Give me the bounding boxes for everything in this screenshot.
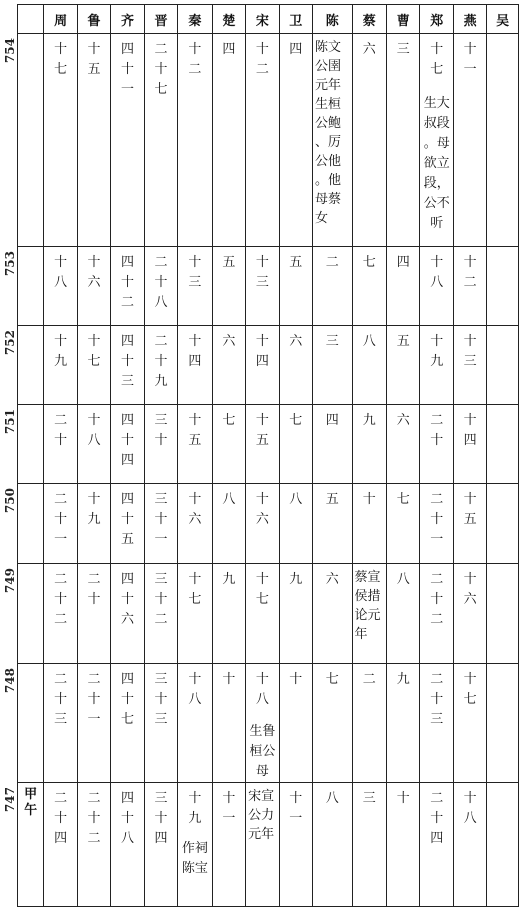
cell-chu: 九 — [212, 564, 245, 664]
cell-chen: 六 — [313, 564, 353, 664]
header-chen: 陈 — [313, 5, 353, 34]
cell-zhou: 二 十 一 — [44, 484, 77, 564]
cell-zhou: 二 十 二 — [44, 564, 77, 664]
ganzhi-cell — [3, 326, 44, 405]
cell-song: 宋宣 公力 元年 — [246, 783, 279, 907]
cell-wu — [487, 405, 519, 484]
cell-cai: 三 — [352, 783, 386, 907]
cell-yan: 十 二 — [453, 247, 486, 326]
cell-zheng: 二 十 — [420, 405, 453, 484]
cell-zhou: 十 八 — [44, 247, 77, 326]
cell-qin: 十 四 — [178, 326, 212, 405]
cell-cao: 五 — [387, 326, 420, 405]
cell-chu: 六 — [212, 326, 245, 405]
cell-song: 十 八 生鲁 桓公 母 — [246, 664, 279, 783]
cell-wu — [487, 247, 519, 326]
cell-zheng: 二 十 二 — [420, 564, 453, 664]
cell-jin: 三 十 一 — [144, 484, 177, 564]
year-label: 753 — [3, 251, 17, 277]
cell-yan: 十 六 — [453, 564, 486, 664]
ganzhi-cell: 747 甲 午 — [18, 783, 44, 907]
ganzhi-cell — [3, 405, 44, 484]
year-label: 748 — [3, 668, 17, 694]
cell-song: 十 六 — [246, 484, 279, 564]
cell-cai: 十 — [352, 484, 386, 564]
cell-qi: 四 十 七 — [111, 664, 144, 783]
cell-chen: 四 — [313, 405, 353, 484]
cell-qin: 十 二 — [178, 34, 212, 247]
year-label: 750 — [3, 488, 17, 514]
cell-chu: 十 — [212, 664, 245, 783]
chronology-table — [3, 4, 519, 907]
cell-wu — [487, 34, 519, 247]
year-label: 751 — [3, 409, 17, 435]
cell-song: 十 四 — [246, 326, 279, 405]
cell-lu: 十 七 — [77, 326, 110, 405]
header-wu: 吴 — [487, 5, 519, 34]
cell-wei: 七 — [279, 405, 312, 484]
cell-jin: 三 十 四 — [144, 783, 177, 907]
cell-zhou: 二 十 — [44, 405, 77, 484]
cell-song: 十 七 — [246, 564, 279, 664]
cell-jin: 二 十 七 — [144, 34, 177, 247]
cell-wei: 九 — [279, 564, 312, 664]
cell-qin: 十 九 作祠 陈宝 — [178, 783, 212, 907]
cell-yan: 十 五 — [453, 484, 486, 564]
year-label: 749 — [3, 568, 17, 594]
year-row — [18, 34, 519, 247]
ganzhi-cell — [3, 247, 44, 326]
cell-qi: 四 十 一 — [111, 34, 144, 247]
cell-chu: 十 一 — [212, 783, 245, 907]
cell-wu — [487, 783, 519, 907]
cell-zheng: 二 十 三 — [420, 664, 453, 783]
year-label: 747 — [3, 787, 17, 813]
cell-zheng: 十 八 — [420, 247, 453, 326]
cell-qin: 十 八 — [178, 664, 212, 783]
header-jin: 晋 — [144, 5, 177, 34]
cell-zhou: 二 十 三 — [44, 664, 77, 783]
ganzhi-cell — [3, 34, 44, 247]
cell-qi: 四 十 三 — [111, 326, 144, 405]
cell-qin: 十 六 — [178, 484, 212, 564]
cell-chu: 七 — [212, 405, 245, 484]
cell-cai: 九 — [352, 405, 386, 484]
year-row — [18, 564, 519, 664]
cell-chen: 五 — [313, 484, 353, 564]
ganzhi-cell — [3, 484, 44, 564]
year-row — [18, 405, 519, 484]
cell-cai: 七 — [352, 247, 386, 326]
cell-chu: 四 — [212, 34, 245, 247]
cell-qi: 四 十 四 — [111, 405, 144, 484]
cell-lu: 二 十 一 — [77, 664, 110, 783]
cell-qi: 四 十 五 — [111, 484, 144, 564]
year-row — [18, 484, 519, 564]
header-qin: 秦 — [178, 5, 212, 34]
cell-wu — [487, 564, 519, 664]
cell-cai: 蔡宣 侯措 论元 年 — [352, 564, 386, 664]
cell-cao: 十 — [387, 783, 420, 907]
cell-chu: 五 — [212, 247, 245, 326]
cell-chen: 二 — [313, 247, 353, 326]
cell-chen: 八 — [313, 783, 353, 907]
cell-cao: 四 — [387, 247, 420, 326]
header-chu: 楚 — [212, 5, 245, 34]
cell-wei: 六 — [279, 326, 312, 405]
cell-yan: 十 八 — [453, 783, 486, 907]
cell-lu: 十 五 — [77, 34, 110, 247]
header-wei: 卫 — [279, 5, 312, 34]
cell-qin: 十 五 — [178, 405, 212, 484]
year-row — [18, 326, 519, 405]
cell-wu — [487, 484, 519, 564]
cell-zhou: 十 七 — [44, 34, 77, 247]
header-cai: 蔡 — [352, 5, 386, 34]
cell-yan: 十 七 — [453, 664, 486, 783]
cell-qin: 十 三 — [178, 247, 212, 326]
cell-cao: 九 — [387, 664, 420, 783]
ganzhi-cell — [3, 564, 44, 664]
cell-wei: 四 — [279, 34, 312, 247]
cell-yan: 十 一 — [453, 34, 486, 247]
cell-song: 十 五 — [246, 405, 279, 484]
header-zhou: 周 — [44, 5, 77, 34]
cell-qin: 十 七 — [178, 564, 212, 664]
year-label: 752 — [3, 330, 17, 356]
cell-jin: 三 十 — [144, 405, 177, 484]
cell-zheng: 二 十 一 — [420, 484, 453, 564]
cell-wei: 八 — [279, 484, 312, 564]
cell-jin: 二 十 九 — [144, 326, 177, 405]
cell-cai: 六 — [352, 34, 386, 247]
cell-cai: 二 — [352, 664, 386, 783]
cell-song: 十 二 — [246, 34, 279, 247]
year-row — [18, 664, 519, 783]
header-row — [18, 5, 519, 34]
cell-zheng: 十 九 — [420, 326, 453, 405]
cell-lu: 二 十 — [77, 564, 110, 664]
cell-wu — [487, 664, 519, 783]
cell-yan: 十 三 — [453, 326, 486, 405]
cell-cao: 六 — [387, 405, 420, 484]
cell-qi: 四 十 六 — [111, 564, 144, 664]
header-yan: 燕 — [453, 5, 486, 34]
cell-wu — [487, 326, 519, 405]
cell-cai: 八 — [352, 326, 386, 405]
cell-jin: 三 十 二 — [144, 564, 177, 664]
header-cao: 曹 — [387, 5, 420, 34]
cell-chen: 七 — [313, 664, 353, 783]
corner-cell — [18, 5, 44, 34]
cell-qi: 四 十 八 — [111, 783, 144, 907]
cell-zhou: 十 九 — [44, 326, 77, 405]
cell-cao: 三 — [387, 34, 420, 247]
cell-wei: 十 — [279, 664, 312, 783]
header-zheng: 郑 — [420, 5, 453, 34]
cell-jin: 二 十 八 — [144, 247, 177, 326]
cell-song: 十 三 — [246, 247, 279, 326]
cell-qi: 四 十 二 — [111, 247, 144, 326]
cell-jin: 三 十 三 — [144, 664, 177, 783]
cell-wei: 十 一 — [279, 783, 312, 907]
header-lu: 鲁 — [77, 5, 110, 34]
cell-cao: 七 — [387, 484, 420, 564]
cell-zheng: 十 七 生大 叔段 。母 欲立 段， 公不 听 — [420, 34, 453, 247]
cell-chu: 八 — [212, 484, 245, 564]
cell-cao: 八 — [387, 564, 420, 664]
header-qi: 齐 — [111, 5, 144, 34]
cell-yan: 十 四 — [453, 405, 486, 484]
cell-chen: 三 — [313, 326, 353, 405]
year-row — [18, 247, 519, 326]
cell-chen: 陈文 公圉 元年 生桓 公鲍 、厉 公他 。他 母蔡 女 — [313, 34, 353, 247]
cell-lu: 十 八 — [77, 405, 110, 484]
year-label: 754 — [3, 38, 17, 64]
cell-lu: 十 六 — [77, 247, 110, 326]
year-row — [18, 783, 519, 907]
header-song: 宋 — [246, 5, 279, 34]
cell-zheng: 二 十 四 — [420, 783, 453, 907]
cell-zhou: 二 十 四 — [44, 783, 77, 907]
cell-lu: 十 九 — [77, 484, 110, 564]
cell-wei: 五 — [279, 247, 312, 326]
ganzhi-cell — [3, 664, 44, 783]
cell-lu: 二 十 二 — [77, 783, 110, 907]
